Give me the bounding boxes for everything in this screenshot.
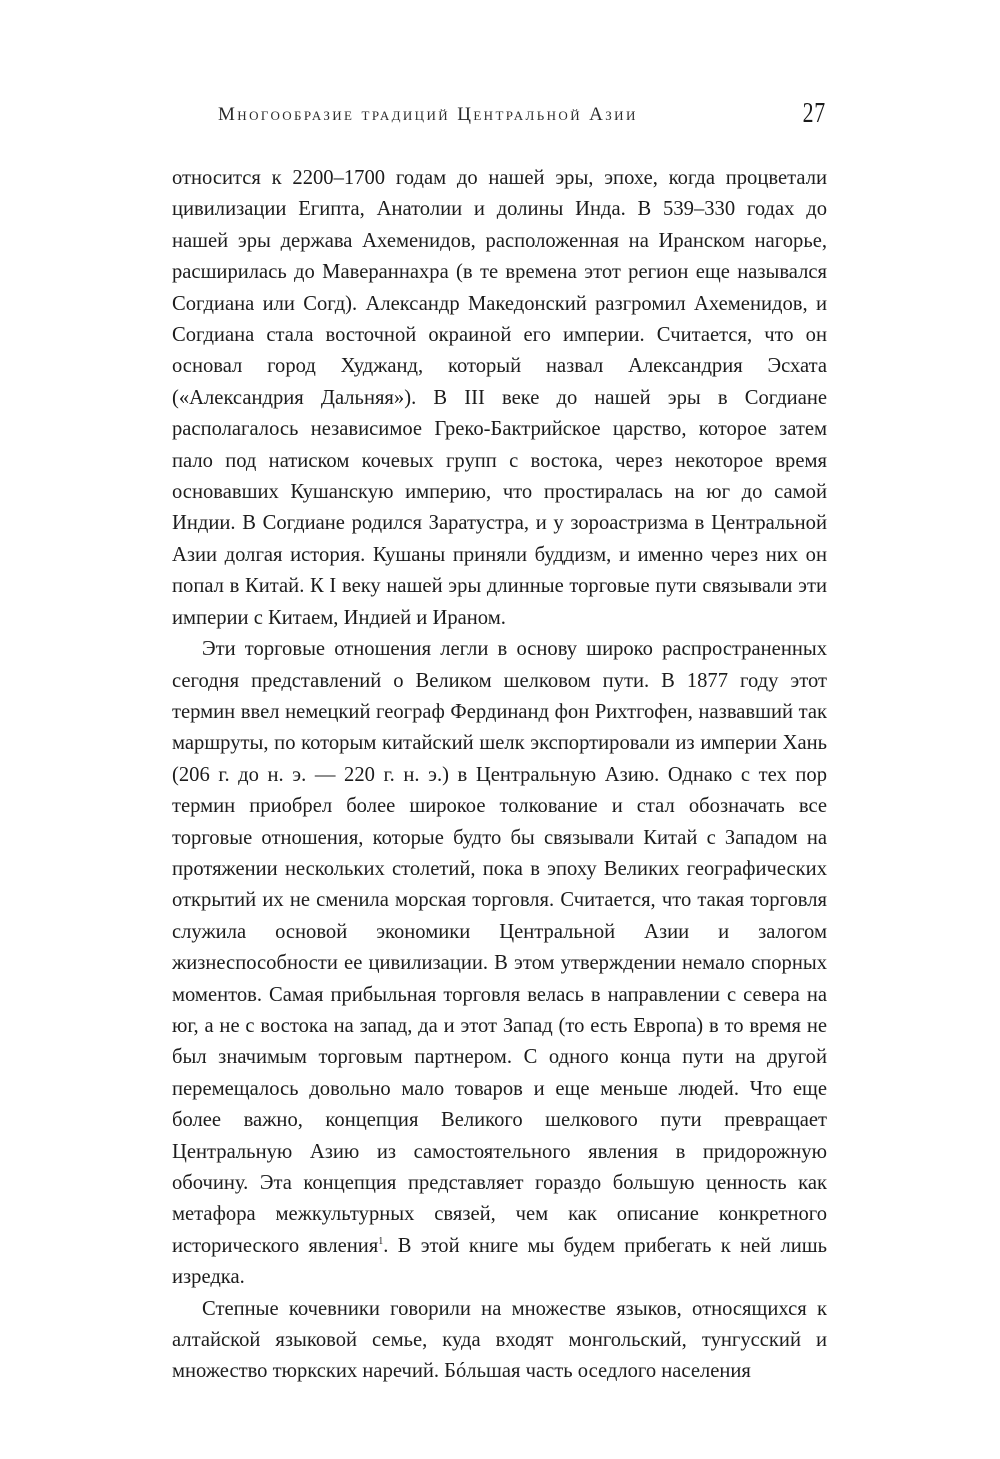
paragraph-text: Степные кочевники говорили на множестве языков, относящихся к алтайской языковой семье, куда входят монгольский, тунгусский и множество тюркских наречий. Бóльшая часть оседлого населения: [172, 1297, 827, 1383]
paragraph-3: [172, 1294, 827, 1388]
paragraph-1: [172, 163, 827, 634]
running-title: Многообразие традиций Центральной Азии: [218, 104, 638, 125]
paragraph-text: относится к 2200–1700 годам до нашей эры, эпохе, когда процветали цивилизации Египта, Анатолии и долины Инда. В 539–330 годах до нашей эры держава Ахеменидов, расположенная на Иранском нагорье, расширилась до Мавераннахра (в те времена этот регион еще назывался Согдиана или Согд). Александр Македонский разгромил Ахеменидов, и Согдиана стала восточной окраиной его империи. Считается, что он основал город Худжанд, который назвал Александрия Эсхата («Александрия Дальняя»). В III веке до нашей эры в Согдиане располагалось независимое Греко-Бактрийское царство, которое затем пало под натиском кочевых групп с востока, через некоторое время основавших Кушанскую империю, что простиралась на юг до самой Индии. В Согдиане родился Заратустра, и у зороастризма в Центральной Азии долгая история. Кушаны приняли буддизм, и именно через них он попал в Китай. К I веку нашей эры длинные торговые пути связывали эти империи с Китаем, Индией и Ираном.: [172, 167, 827, 629]
paragraph-text-continued: . В этой книге мы будем прибегать к ней лишь изредка.: [172, 1234, 827, 1289]
page-number: 27: [802, 98, 826, 129]
footnote-reference[interactable]: 1: [378, 1235, 384, 1247]
body-text: [172, 163, 827, 1388]
running-head: [172, 98, 832, 138]
paragraph-text: Эти торговые отношения легли в основу широко распространенных сегодня представлений о Великом шелковом пути. В 1877 году этот термин ввел немецкий географ Фердинанд фон Рихтгофен, назвавший так маршруты, по которым китайский шелк экспортировали из империи Хань (206 г. до н. э. — 220 г. н. э.) в Центральную Азию. Однако с тех пор термин приобрел более широкое толкование и стал обозначать все торговые отношения, которые будто бы связывали Китай с Западом на протяжении нескольких столетий, пока в эпоху Великих географических открытий их не сменила морская торговля. Считается, что такая торговля служила основой экономики Центральной Азии и залогом жизнеспособности ее цивилизации. В этом утверждении немало спорных моментов. Самая прибыльная торговля велась в направлении с севера на юг, а не с востока на запад, да и этот Запад (то есть Европа) в то время не был значимым торговым партнером. С одного конца пути на другой перемещалось довольно мало товаров и еще меньше людей. Что еще более важно, концепция Великого шелкового пути превращает Центральную Азию из самостоятельного явления в придорожную обочину. Эта концепция представляет гораздо большую ценность как метафора межкультурных связей, чем как описание конкретного исторического явления: [172, 638, 827, 1257]
paragraph-2: [172, 634, 827, 1294]
